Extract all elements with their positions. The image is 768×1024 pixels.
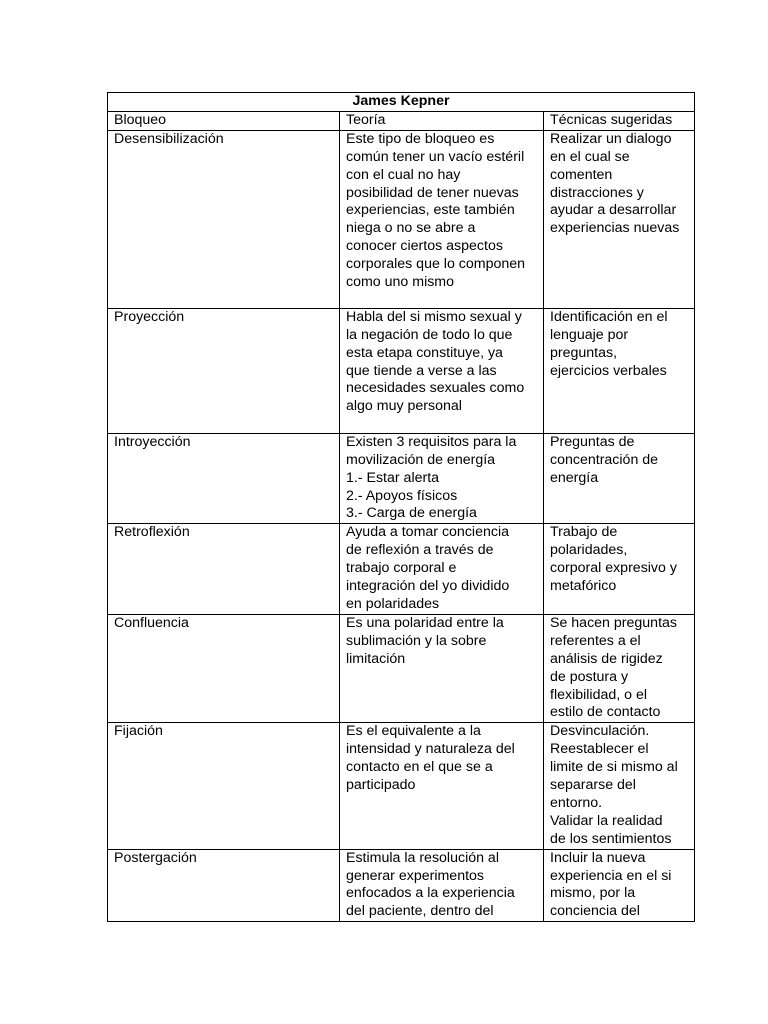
- teoria-line: generar experimentos: [346, 867, 485, 884]
- teoria-line: corporales que lo componen: [346, 256, 526, 273]
- teoria-line: Existen 3 requisitos para la: [346, 433, 517, 450]
- table-title-row: [108, 93, 695, 112]
- teoria-line: Este tipo de bloqueo es: [346, 130, 495, 147]
- tecnicas-line: análisis de rigidez: [550, 650, 663, 667]
- kepner-table: [107, 92, 695, 922]
- table-row: [108, 614, 695, 722]
- tecnicas-line: de postura y: [550, 668, 629, 685]
- teoria-line: Es el equivalente a la: [346, 723, 481, 740]
- teoria-line: 2.- Apoyos físicos: [346, 487, 458, 504]
- teoria-line: intensidad y naturaleza del: [346, 741, 515, 758]
- tecnicas-line: Trabajo de: [550, 524, 618, 541]
- teoria-line: Es una polaridad entre la: [346, 614, 504, 631]
- teoria-line: de reflexión a través de: [346, 542, 494, 559]
- teoria-line: como uno mismo: [346, 274, 455, 291]
- teoria-line: sublimación y la sobre: [346, 632, 487, 649]
- header-bloqueo: Bloqueo: [108, 111, 340, 130]
- tecnicas-line: polaridades,: [550, 542, 628, 559]
- tecnicas-line: estilo de contacto: [550, 704, 661, 721]
- tecnicas-line: flexibilidad, o el: [550, 686, 648, 703]
- table-header-row: [108, 111, 695, 130]
- tecnicas-cell: [544, 308, 695, 433]
- tecnicas-line: concentración de: [550, 451, 659, 468]
- tecnicas-line: de los sentimientos: [550, 830, 672, 847]
- bloqueo-cell: Proyección: [108, 308, 340, 433]
- teoria-line: contacto en el que se a: [346, 759, 493, 776]
- tecnicas-line: experiencia en el si: [550, 867, 672, 884]
- tecnicas-line: Identificación en el: [550, 308, 668, 325]
- tecnicas-cell: [544, 130, 695, 308]
- tecnicas-line: ejercicios verbales: [550, 362, 667, 379]
- tecnicas-line: lenguaje por: [550, 326, 629, 343]
- tecnicas-cell: [544, 433, 695, 524]
- teoria-line: 1.- Estar alerta: [346, 469, 440, 486]
- tecnicas-line: metafórico: [550, 578, 617, 595]
- teoria-line: en polaridades: [346, 595, 440, 612]
- tecnicas-line: distracciones y: [550, 184, 644, 201]
- tecnicas-line: entorno.: [550, 794, 603, 811]
- teoria-line: integración del yo dividido: [346, 578, 510, 595]
- tecnicas-line: en el cual se: [550, 148, 630, 165]
- teoria-line: necesidades sexuales como: [346, 380, 525, 397]
- bloqueo-cell: Postergación: [108, 849, 340, 922]
- teoria-line: movilización de energía: [346, 451, 496, 468]
- teoria-cell: [340, 723, 544, 849]
- tecnicas-line: corporal expresivo y: [550, 560, 677, 577]
- teoria-cell: [340, 849, 544, 922]
- tecnicas-line: comenten: [550, 166, 613, 183]
- teoria-cell: [340, 433, 544, 524]
- tecnicas-line: Reestablecer el: [550, 741, 649, 758]
- table-row: [108, 130, 695, 308]
- tecnicas-line: Desvinculación.: [550, 723, 650, 740]
- table-row: [108, 308, 695, 433]
- table-row: [108, 723, 695, 849]
- teoria-line: niega o no se abre a: [346, 220, 476, 237]
- header-teoria: Teoría: [340, 111, 544, 130]
- table-title: James Kepner: [108, 93, 695, 112]
- teoria-line: Ayuda a tomar conciencia: [346, 524, 509, 541]
- tecnicas-line: preguntas,: [550, 344, 618, 361]
- teoria-line: la negación de todo lo que: [346, 326, 513, 343]
- tecnicas-cell: [544, 614, 695, 722]
- header-tecnicas: Técnicas sugeridas: [544, 111, 695, 130]
- teoria-cell: [340, 524, 544, 615]
- tecnicas-line: referentes a el: [550, 632, 641, 649]
- teoria-line: conocer ciertos aspectos: [346, 238, 503, 255]
- teoria-cell: [340, 308, 544, 433]
- teoria-cell: [340, 614, 544, 722]
- teoria-line: limitación: [346, 650, 406, 667]
- tecnicas-line: mismo, por la: [550, 885, 636, 902]
- teoria-line: posibilidad de tener nuevas: [346, 184, 519, 201]
- teoria-line: con el cual no hay: [346, 166, 461, 183]
- teoria-line: del paciente, dentro del: [346, 903, 494, 920]
- bloqueo-cell: Confluencia: [108, 614, 340, 722]
- teoria-line: Habla del si mismo sexual y: [346, 308, 522, 325]
- bloqueo-cell: Fijación: [108, 723, 340, 849]
- tecnicas-line: Se hacen preguntas: [550, 614, 677, 631]
- tecnicas-line: ayudar a desarrollar: [550, 202, 677, 219]
- teoria-line: enfocados a la experiencia: [346, 885, 515, 902]
- tecnicas-cell: [544, 524, 695, 615]
- table-row: [108, 433, 695, 524]
- tecnicas-line: separarse del: [550, 777, 636, 794]
- tecnicas-line: conciencia del: [550, 903, 640, 920]
- teoria-line: 3.- Carga de energía: [346, 505, 477, 522]
- tecnicas-line: Realizar un dialogo: [550, 130, 672, 147]
- teoria-line: algo muy personal: [346, 398, 462, 415]
- tecnicas-line: limite de si mismo al: [550, 759, 678, 776]
- bloqueo-cell: Desensibilización: [108, 130, 340, 308]
- teoria-line: común tener un vacío estéril: [346, 148, 525, 165]
- tecnicas-line: experiencias nuevas: [550, 220, 680, 237]
- teoria-line: experiencias, este también: [346, 202, 515, 219]
- tecnicas-cell: [544, 849, 695, 922]
- table-row: [108, 524, 695, 615]
- teoria-line: participado: [346, 777, 416, 794]
- teoria-line: que tiende a verse a las: [346, 362, 497, 379]
- tecnicas-line: Validar la realidad: [550, 812, 663, 829]
- tecnicas-cell: [544, 723, 695, 849]
- teoria-line: esta etapa constituye, ya: [346, 344, 503, 361]
- tecnicas-line: energía: [550, 469, 599, 486]
- teoria-line: Estimula la resolución al: [346, 849, 499, 866]
- tecnicas-line: Incluir la nueva: [550, 849, 646, 866]
- table-row: [108, 849, 695, 922]
- tecnicas-line: Preguntas de: [550, 433, 635, 450]
- bloqueo-cell: Retroflexión: [108, 524, 340, 615]
- teoria-line: trabajo corporal e: [346, 560, 457, 577]
- teoria-cell: [340, 130, 544, 308]
- bloqueo-cell: Introyección: [108, 433, 340, 524]
